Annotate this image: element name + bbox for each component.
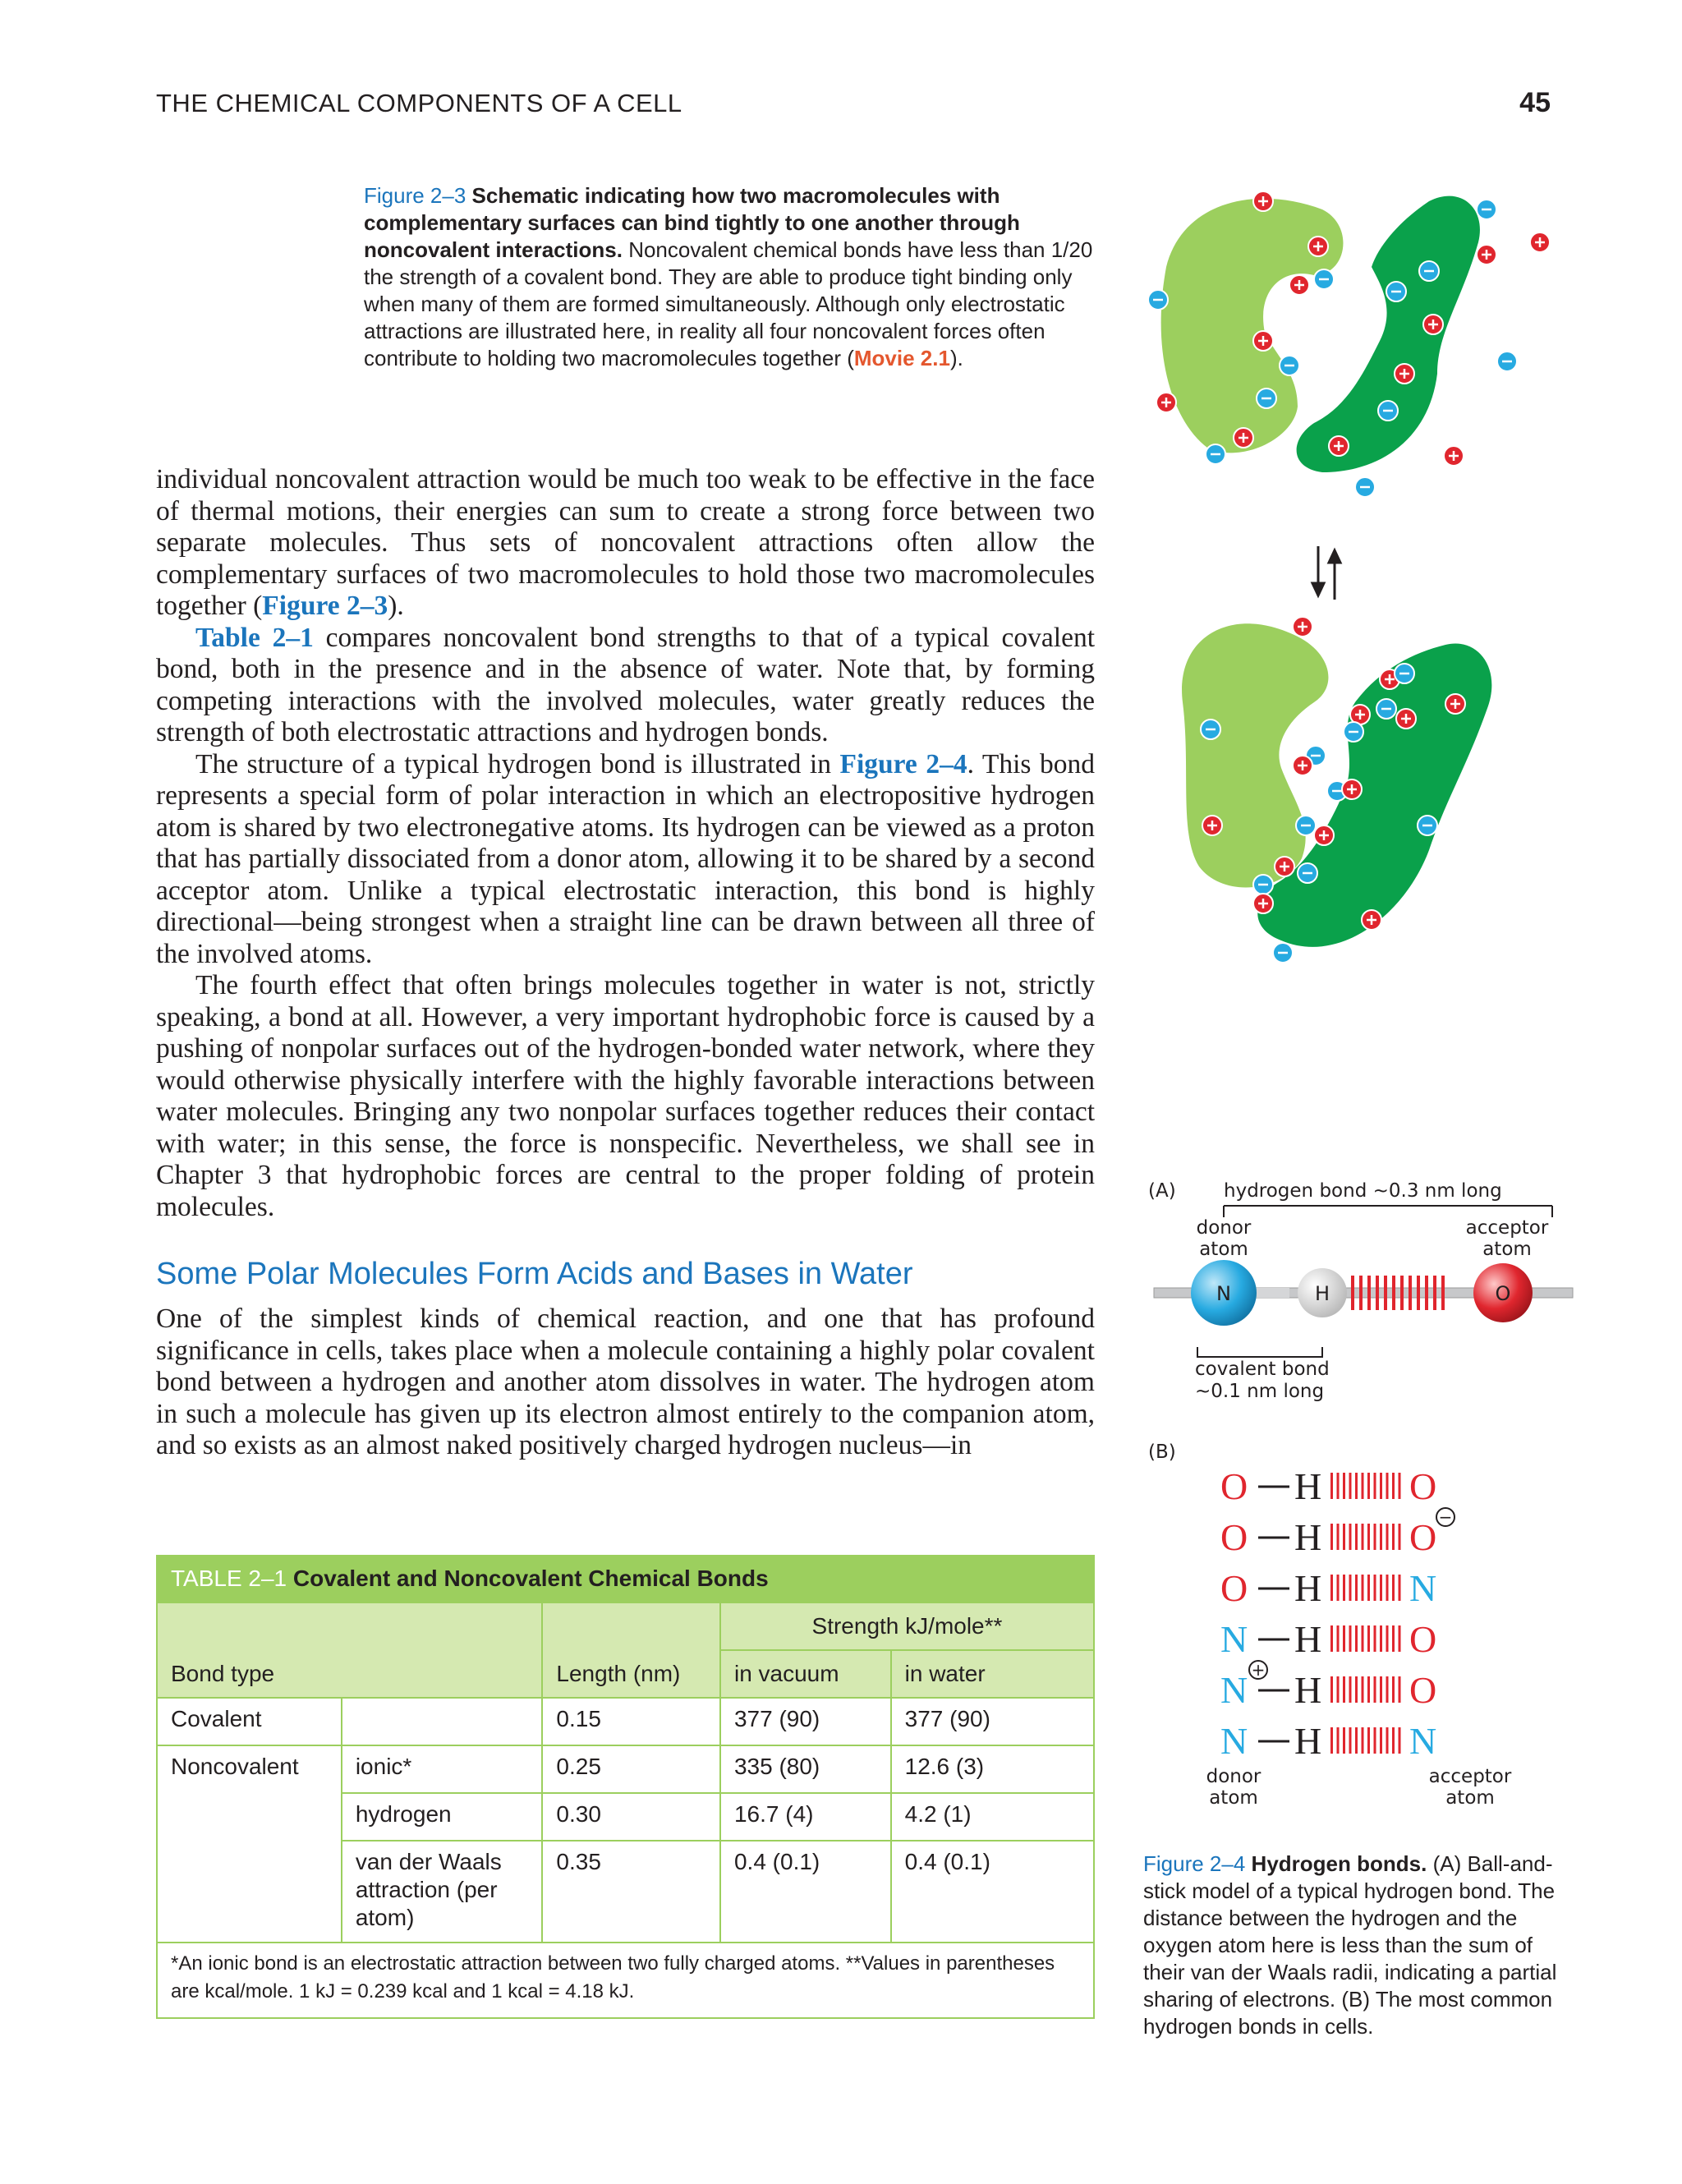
- hydrogen-bond-dash: [1374, 1727, 1376, 1754]
- hydrogen-bond-dash: [1355, 1575, 1358, 1601]
- hydrogen-bond-dash: [1343, 1727, 1345, 1754]
- hydrogen-bond-dash: [1349, 1575, 1352, 1601]
- hydrogen-bond-dash: [1343, 1676, 1345, 1703]
- hydrogen-bond-dash: [1349, 1676, 1352, 1703]
- table-row: van der Waals attraction (per atom) 0.35 0.4 (0.1) 0.4 (0.1): [157, 1841, 1094, 1943]
- donor-atom-symbol: N: [1220, 1618, 1248, 1660]
- hydrogen-bond-row: [1220, 1618, 1436, 1660]
- hydrogen-bond-dash: [1355, 1524, 1358, 1550]
- hydrogen-bond-dash: [1355, 1676, 1358, 1703]
- acceptor-atom-symbol: O: [1409, 1618, 1437, 1660]
- hydrogen-bond-dash: [1374, 1575, 1376, 1601]
- atom-n-label: N: [1216, 1282, 1231, 1305]
- acceptor-atom-symbol: O: [1409, 1516, 1437, 1558]
- panel-a-label: (A): [1148, 1180, 1176, 1202]
- donor-atom-symbol: O: [1220, 1567, 1248, 1609]
- hydrogen-bond-dash: [1343, 1575, 1345, 1601]
- hydrogen-bond-dash: [1380, 1676, 1382, 1703]
- hydrogen-bond-dash: [1337, 1575, 1340, 1601]
- hydrogen-bond-dash: [1330, 1524, 1333, 1550]
- hydrogen-bond-dash: [1330, 1727, 1333, 1754]
- figure-2-4-title: Hydrogen bonds.: [1251, 1851, 1427, 1876]
- hydrogen-bond-dash: [1392, 1727, 1395, 1754]
- paragraph-3: The structure of a typical hydrogen bond is illustrated in Figure 2–4. This bond represents a special form of polar interaction in which an electropositive hydrogen atom is shared by two electronegative atoms. Its hydrogen can be viewed as a proton that has partially dissociated from a donor atom, allowing it to be shared by a second acceptor atom. Unlike a typical electrostatic interaction, this bond is highly directional—being strongest when a straight line can be drawn between all three of the involved atoms.: [156, 748, 1095, 969]
- hydrogen-bond-dash: [1374, 1625, 1376, 1652]
- hydrogen-bond-dash: [1337, 1625, 1340, 1652]
- paragraph-2: Table 2–1 compares noncovalent bond strengths to that of a typical covalent bond, both in the presence and in the absence of water. Note that, by forming competing interactions with the involved molecules, water greatly reduces the strength of both electrostatic attractions and hydrogen bonds.: [156, 622, 1095, 747]
- figure-2-4-label: Figure 2–4: [1143, 1851, 1246, 1876]
- hydrogen-bond-row: [1220, 1567, 1436, 1609]
- hydrogen-bond-dash: [1399, 1727, 1401, 1754]
- hydrogen-bond-dash: [1392, 1473, 1395, 1499]
- atom-h-label: H: [1314, 1282, 1330, 1305]
- hydrogen-bond-dash: [1337, 1524, 1340, 1550]
- hydrogen-bond-dash: [1392, 1676, 1395, 1703]
- hydrogen-bond-dash: [1380, 1473, 1382, 1499]
- paragraph-1: individual noncovalent attraction would be much too weak to be effective in the face of thermal motions, their energies can sum to create a strong force between two separate molecules. Thus sets of noncovalent attractions often allow the complementary surfaces of two macromolecules to hold those two macromolecules together (Figure 2–3).: [156, 464, 1095, 621]
- hydrogen-bond-dash: [1362, 1575, 1364, 1601]
- bond-type-header: Bond type: [157, 1650, 542, 1698]
- hydrogen-bond-dash: [1380, 1575, 1382, 1601]
- hydrogen-bond-dash: [1362, 1524, 1364, 1550]
- hydrogen-bond-dash: [1343, 1524, 1345, 1550]
- hydrogen-bond-dash: [1367, 1473, 1370, 1499]
- table-2-1-link[interactable]: Table 2–1: [195, 622, 314, 653]
- length-header: Length (nm): [542, 1650, 720, 1698]
- hydrogen-bond-dash: [1367, 1727, 1370, 1754]
- hydrogen-bond-dash: [1399, 1575, 1401, 1601]
- acceptor-atom-label: acceptor atom: [1465, 1217, 1549, 1260]
- donor-atom-symbol: O: [1220, 1516, 1248, 1558]
- hydrogen-bond-dash: [1362, 1625, 1364, 1652]
- acceptor-atom-symbol: N: [1409, 1720, 1437, 1762]
- acceptor-atom-symbol: O: [1409, 1465, 1437, 1507]
- hydrogen-symbol: H: [1294, 1567, 1322, 1609]
- hydrogen-bond-dash: [1386, 1727, 1389, 1754]
- acceptor-atom-symbol: N: [1409, 1567, 1437, 1609]
- figure-2-3-text-end: ).: [949, 346, 963, 370]
- hydrogen-bond-dash: [1343, 1625, 1345, 1652]
- figure-2-3-link[interactable]: Figure 2–3: [262, 591, 388, 621]
- water-header: in water: [891, 1650, 1094, 1698]
- figure-2-4-link[interactable]: Figure 2–4: [839, 748, 967, 779]
- hydrogen-bond-row: [1220, 1720, 1436, 1762]
- positive-charge-symbol: +: [1251, 1660, 1266, 1680]
- hydrogen-bond-row: [1220, 1507, 1455, 1558]
- hydrogen-bond-dash: [1399, 1625, 1401, 1652]
- macromolecule-binding-diagram: [1133, 177, 1577, 965]
- figure-2-3-title: Schematic indicating how two macromolecules with complementary surfaces can bind tightly to one another through noncovalent interactions.: [364, 183, 1020, 262]
- hydrogen-bond-dash: [1386, 1625, 1389, 1652]
- hydrogen-bond-dash: [1386, 1524, 1389, 1550]
- donor-atom-label: donor atom: [1196, 1217, 1252, 1260]
- hydrogen-bond-dash: [1367, 1524, 1370, 1550]
- hydrogen-bond-dash: [1399, 1676, 1401, 1703]
- hydrogen-symbol: H: [1294, 1720, 1322, 1762]
- figure-2-4-text: (A) Ball-and-stick model of a typical hydrogen bond. The distance between the hydrogen and the oxygen atom here is less than the sum of their van der Waals radii, indicating a partial sharing of electrons. (B) The most common hydrogen bonds in cells.: [1143, 1851, 1557, 2039]
- hydrogen-bond-dash: [1355, 1473, 1358, 1499]
- paragraph-4: The fourth effect that often brings molecules together in water is not, strictly speaking, a bond at all. However, a very important hydrophobic force is caused by a pushing of nonpolar surfaces out of the hydrogen-bonded water network, where they would otherwise physically interfere with the highly favorable interactions between water molecules. Bringing any two nonpolar surfaces together reduces their contact with water; in this sense, the force is nonspecific. Nevertheless, we shall see in Chapter 3 that hydrophobic forces are central to the proper folding of protein molecules.: [156, 970, 1095, 1222]
- atom-o-label: O: [1495, 1282, 1511, 1305]
- table-row: Noncovalent ionic* 0.25 335 (80) 12.6 (3): [157, 1745, 1094, 1793]
- hydrogen-bond-dash: [1399, 1524, 1401, 1550]
- hydrogen-bond-dash: [1330, 1473, 1333, 1499]
- page-number: 45: [1519, 87, 1551, 118]
- hydrogen-bond-dash: [1374, 1473, 1376, 1499]
- hydrogen-bond-dash: [1349, 1524, 1352, 1550]
- common-hydrogen-bonds: [1207, 1458, 1519, 1770]
- hydrogen-bond-dash: [1349, 1473, 1352, 1499]
- hydrogen-symbol: H: [1294, 1465, 1322, 1507]
- bonds-table: [156, 1602, 1095, 2019]
- hydrogen-bond-dash: [1380, 1727, 1382, 1754]
- ball-and-stick-hydrogen-bond: [1150, 1199, 1577, 1380]
- hydrogen-bond-dash: [1374, 1524, 1376, 1550]
- hydrogen-bond-dash: [1355, 1625, 1358, 1652]
- hydrogen-bond-row: [1220, 1465, 1436, 1507]
- hydrogen-symbol: H: [1294, 1669, 1322, 1711]
- hydrogen-bond-dash: [1362, 1676, 1364, 1703]
- hydrogen-bond-dash: [1367, 1676, 1370, 1703]
- table-row: hydrogen 0.30 16.7 (4) 4.2 (1): [157, 1793, 1094, 1841]
- hydrogen-bond-dash: [1367, 1625, 1370, 1652]
- table-label: TABLE 2–1: [171, 1566, 287, 1591]
- donor-atom-symbol: O: [1220, 1465, 1248, 1507]
- table-2-1: [156, 1555, 1095, 2019]
- panel-b-label: (B): [1148, 1441, 1176, 1463]
- hydrogen-bond-dash: [1399, 1473, 1401, 1499]
- hydrogen-bond-dash: [1330, 1625, 1333, 1652]
- hydrogen-bond-dash: [1392, 1524, 1395, 1550]
- hydrogen-bond-dash: [1337, 1676, 1340, 1703]
- figure-2-3-text: Noncovalent chemical bonds have less than 1/20 the strength of a covalent bond. They are able to produce tight binding only when many of them are formed simultaneously. Although only electrostatic attractions are illustrated here, in reality all four noncovalent forces often contribute to holding two macromolecules together (: [364, 237, 1093, 370]
- hydrogen-bond-length-label: hydrogen bond ~0.3 nm long: [1224, 1180, 1502, 1202]
- paragraph-5: One of the simplest kinds of chemical reaction, and one that has profound significance in cells, takes place when a molecule containing a highly polar covalent bond between a hydrogen and another atom dissolves in water. The hydrogen atom in such a molecule has given up its electron almost entirely to the companion atom, and so exists as an almost naked positively charged hydrogen nucleus—in: [156, 1304, 1095, 1460]
- hydrogen-symbol: H: [1294, 1618, 1322, 1660]
- hydrogen-bond-dash: [1355, 1727, 1358, 1754]
- section-heading: Some Polar Molecules Form Acids and Bases in Water: [156, 1257, 913, 1291]
- hydrogen-bond-dash: [1386, 1676, 1389, 1703]
- hydrogen-bond-dash: [1337, 1727, 1340, 1754]
- hydrogen-bond-dash: [1386, 1575, 1389, 1601]
- hydrogen-bond-dash: [1349, 1625, 1352, 1652]
- movie-link[interactable]: Movie 2.1: [853, 346, 950, 370]
- hydrogen-bond-dash: [1349, 1727, 1352, 1754]
- running-head: THE CHEMICAL COMPONENTS OF A CELL: [156, 89, 682, 117]
- strength-header: Strength kJ/mole**: [720, 1602, 1094, 1650]
- hydrogen-bond-row: [1220, 1660, 1436, 1711]
- hydrogen-bond-dash: [1330, 1676, 1333, 1703]
- donor-atom-symbol: N: [1220, 1720, 1248, 1762]
- table-footnote: *An ionic bond is an electrostatic attraction between two fully charged atoms. **Values in parentheses are kcal/mole. 1 kJ = 0.239 kcal and 1 kcal = 4.18 kJ.: [157, 1943, 1094, 2018]
- body-text: [156, 464, 1095, 1223]
- equilibrium-arrows-icon: [1312, 546, 1340, 600]
- table-title-bar: [156, 1555, 1095, 1602]
- hydrogen-bond-dash: [1343, 1473, 1345, 1499]
- hydrogen-bond-dash: [1380, 1524, 1382, 1550]
- figure-2-3-caption: [364, 182, 1107, 372]
- acceptor-label-b: acceptor atom: [1428, 1766, 1512, 1809]
- negative-charge-symbol: −: [1438, 1507, 1453, 1527]
- hydrogen-bond-dash: [1380, 1625, 1382, 1652]
- hydrogen-bond-dash: [1330, 1575, 1333, 1601]
- hydrogen-bond-dash: [1386, 1473, 1389, 1499]
- hydrogen-bond-dash: [1392, 1575, 1395, 1601]
- hydrogen-bond-dash: [1337, 1473, 1340, 1499]
- figure-2-4-caption: [1143, 1851, 1570, 2040]
- covalent-bond-label: covalent bond: [1195, 1359, 1330, 1380]
- hydrogen-bond-dash: [1392, 1625, 1395, 1652]
- donor-label-b: donor atom: [1206, 1766, 1262, 1809]
- vacuum-header: in vacuum: [720, 1650, 891, 1698]
- hydrogen-bond-dash: [1367, 1575, 1370, 1601]
- covalent-length-label: ~0.1 nm long: [1195, 1381, 1325, 1402]
- hydrogen-symbol: H: [1294, 1516, 1322, 1558]
- acceptor-atom-symbol: O: [1409, 1669, 1437, 1711]
- donor-atom-symbol: N: [1220, 1669, 1248, 1711]
- table-row: Covalent 0.15 377 (90) 377 (90): [157, 1698, 1094, 1745]
- hydrogen-bond-dash: [1374, 1676, 1376, 1703]
- hydrogen-bond-dash: [1362, 1473, 1364, 1499]
- figure-2-3-label: Figure 2–3: [364, 183, 466, 208]
- table-title: Covalent and Noncovalent Chemical Bonds: [292, 1566, 769, 1591]
- hydrogen-bond-dash: [1362, 1727, 1364, 1754]
